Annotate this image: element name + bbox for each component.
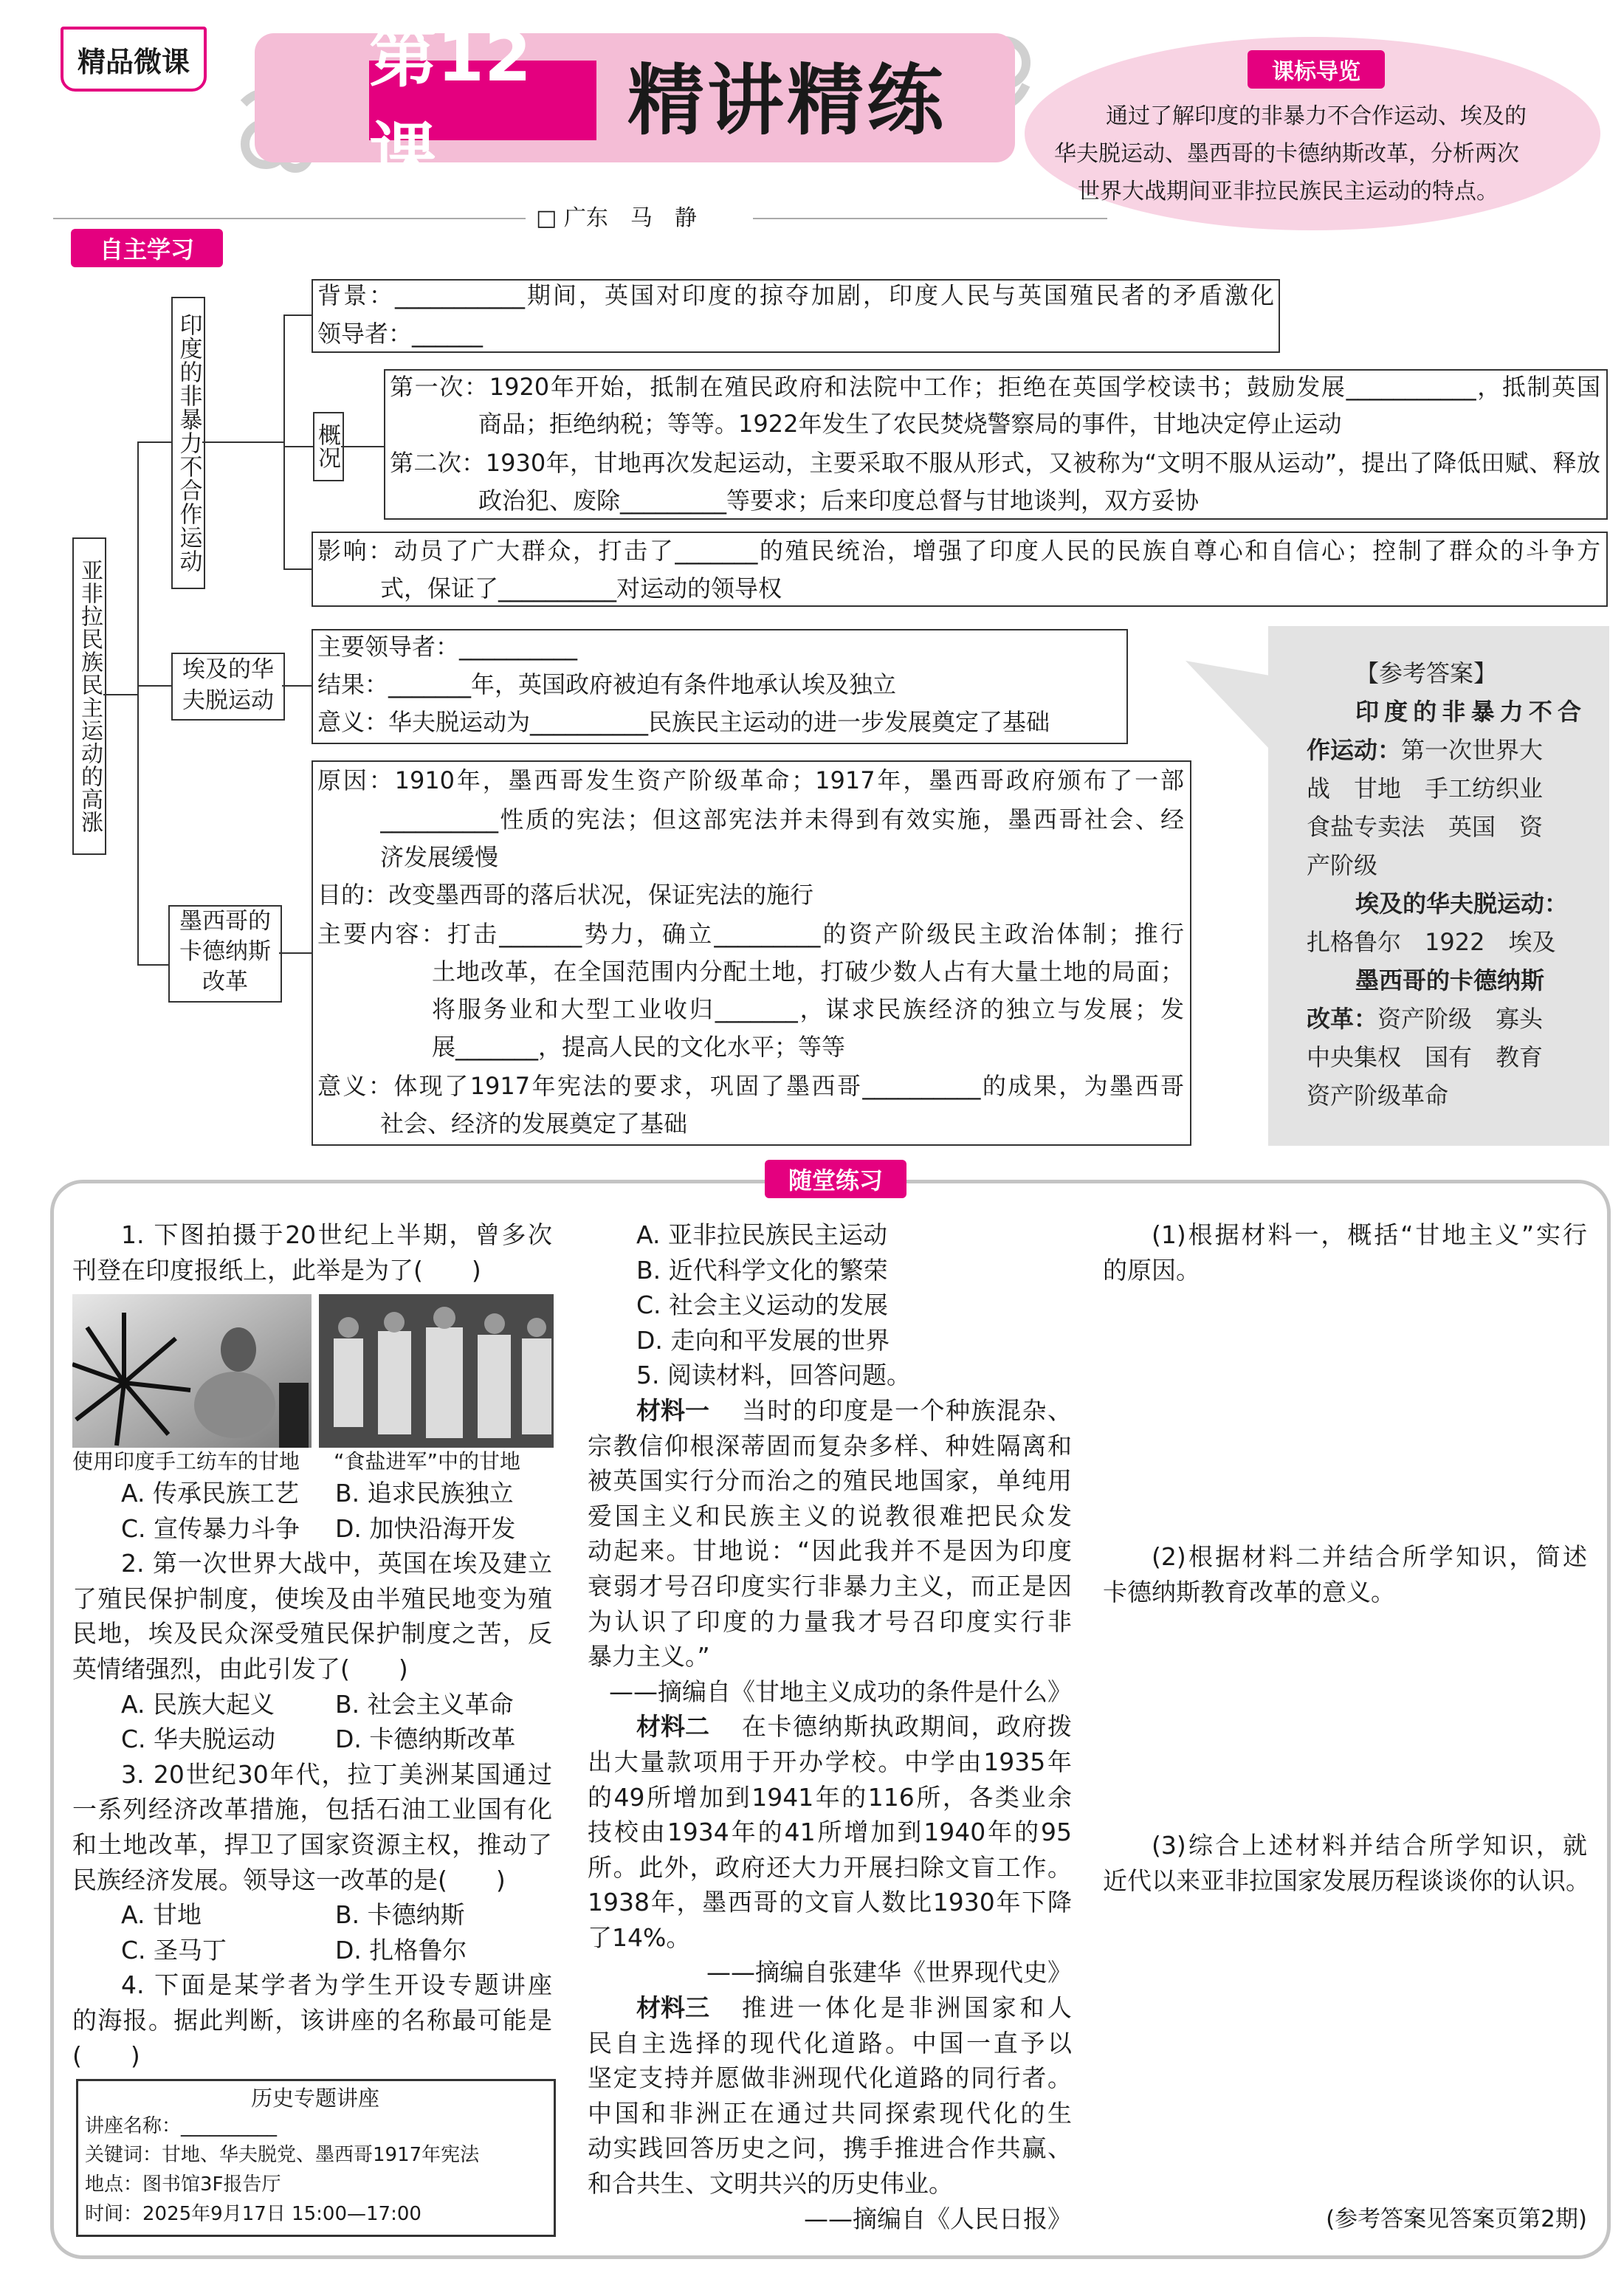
q1-stem: 刊登在印度报纸上，此举是为了( )	[72, 1255, 481, 1285]
sub-question-3	[1103, 1828, 1590, 1898]
q3-stem: 和土地改革，捍卫了国家资源主权，推动了	[72, 1829, 552, 1859]
material-2-line: 了14%。	[588, 1922, 691, 1952]
material-2-line: 所。此外，政府还大力开展扫除文盲工作。	[588, 1852, 1072, 1882]
india-impact-1: 影响：动员了广大群众，打击了_______的殖民统治，增强了印度人民的民族自尊心和自信心；控制了群众的斗争方	[317, 537, 1600, 565]
second-movement-1: 第二次：1930年，甘地再次发起运动，主要采取不服从形式，又被称为“文明不服从运动”，提出了降低田赋、释放	[390, 449, 1600, 477]
poster-time: 时间：2025年9月17日 15:00—17:00	[85, 2203, 422, 2225]
mexico-cause-1: 原因：1910年，墨西哥发生资产阶级革命；1917年，墨西哥政府颁布了一部	[317, 766, 1184, 794]
answer-mexico-head: 墨西哥的卡德纳斯	[1355, 966, 1545, 994]
q1-option-a[interactable]: A. 传承民族工艺	[121, 1479, 299, 1508]
egypt-result: 结果：_______年，英国政府被迫有条件地承认埃及独立	[317, 670, 897, 698]
q3-options	[72, 1933, 552, 1968]
q5-stem: 5. 阅读材料，回答问题。	[636, 1361, 911, 1390]
india-impact-2: 式，保证了__________对运动的领导权	[380, 574, 782, 602]
q3-stem: 民族经济发展。领导这一改革的是( )	[72, 1865, 506, 1894]
answer-text: 产阶级	[1307, 851, 1378, 879]
material-1-line: 为认识了印度的力量我才号召印度实行非	[588, 1606, 1072, 1636]
egypt-meaning: 意义：华夫脱运动为__________民族民主运动的进一步发展奠定了基础	[317, 708, 1050, 736]
material-1-line: 被英国实行分而治之的殖民地国家，单纯用	[588, 1466, 1072, 1496]
answer-egypt-head: 埃及的华夫脱运动：	[1355, 890, 1569, 918]
q1-option-b[interactable]: B. 追求民族独立	[335, 1479, 514, 1508]
mexico-content-1: 主要内容：打击_______势力，确立_________的资产阶级民主政治体制；推行	[317, 920, 1184, 948]
material-2-line: 的49所增加到1941年的116所，各类业余	[588, 1782, 1072, 1812]
sub-question-2	[1103, 1539, 1587, 1609]
india-background: 背景：___________期间，英国对印度的掠夺加剧，印度人民与英国殖民者的矛盾激化	[317, 281, 1274, 309]
q1-options	[72, 1511, 552, 1547]
connector	[137, 441, 139, 966]
first-movement-1: 第一次：1920年开始，抵制在殖民政府和法院中工作；拒绝在英国学校读书；鼓励发展___________，抵制英国	[390, 373, 1600, 401]
poster-place: 地点：图书馆3F报告厅	[85, 2173, 281, 2196]
q2-options	[72, 1722, 552, 1757]
material-2-line: 技校由1934年的41所增加到1940年的95	[588, 1818, 1072, 1847]
column-1	[72, 1217, 552, 1288]
egypt-topic: 埃及的华夫脱运动	[171, 653, 285, 721]
standard-tag: 课标导览	[1248, 50, 1385, 89]
sub-question-text: (3)综合上述材料并结合所学知识，就	[1152, 1831, 1587, 1860]
photo-gandhi-spinning-wheel	[72, 1294, 312, 1448]
q3-option-c[interactable]: C. 圣马丁	[121, 1935, 227, 1965]
answer-content	[1307, 654, 1581, 1115]
author-rule-left	[53, 218, 526, 219]
connector	[283, 568, 312, 570]
mexico-meaning-1: 意义：体现了1917年宪法的要求，巩固了墨西哥__________的成果，为墨西哥	[317, 1072, 1184, 1100]
connector	[137, 685, 171, 687]
egypt-leader: 主要领导者：__________	[317, 633, 578, 661]
mexico-topic: 墨西哥的卡德纳斯改革	[168, 905, 282, 1003]
corner-tag	[61, 27, 207, 92]
practice-tag: 随堂练习	[765, 1160, 906, 1198]
answer-text: 扎格鲁尔 1922 埃及	[1307, 928, 1556, 956]
connector	[283, 446, 313, 447]
q4-option-d[interactable]: D. 走向和平发展的世界	[636, 1325, 890, 1355]
author-rule-right	[753, 218, 1107, 219]
standard-text-1: 通过了解印度的非暴力不合作运动、埃及的	[1106, 103, 1527, 129]
material-1-line: 动起来。甘地说：“因此我并不是因为印度	[588, 1536, 1072, 1566]
material-2-line: 1938年，墨西哥的文盲人数比1930年下降	[588, 1888, 1072, 1917]
q2-stem: 2. 第一次世界大战中，英国在埃及建立	[121, 1549, 552, 1578]
answer-india-head: 印度的非暴力不合	[1355, 698, 1581, 726]
q1-stem: 1. 下图拍摄于20世纪上半期，曾多次	[121, 1220, 552, 1249]
self-study-tag: 自主学习	[71, 229, 223, 267]
q3-option-b[interactable]: B. 卡德纳斯	[335, 1900, 465, 1930]
q2-option-c[interactable]: C. 华夫脱运动	[121, 1725, 276, 1754]
photo-salt-march	[319, 1294, 554, 1448]
answer-mexico-line: 改革：资产阶级 寡头	[1307, 1005, 1544, 1033]
q2-option-b[interactable]: B. 社会主义革命	[335, 1689, 514, 1719]
material-3-line: 中国和非洲正在通过共同探索现代化的生	[588, 2098, 1072, 2128]
photo-caption-1: 使用印度手工纺车的甘地	[72, 1449, 300, 1474]
second-movement-2: 政治犯、废除_________等要求；后来印度总督与甘地谈判，双方妥协	[478, 487, 1200, 515]
answer-reference-note: (参考答案见答案页第2期)	[1326, 2206, 1587, 2232]
photo-caption-2: “食盐进军”中的甘地	[334, 1449, 521, 1474]
answer-india-line: 作运动：第一次世界大	[1307, 736, 1544, 764]
lesson-number: 第12课	[369, 61, 596, 140]
material-1-line: 宗教信仰根深蒂固而复杂多样、种姓隔离和	[588, 1431, 1072, 1460]
sub-question-1	[1103, 1217, 1587, 1288]
connector	[282, 685, 312, 687]
material-3-line: 和合共生、文明共兴的历史伟业。	[588, 2169, 953, 2199]
connector	[103, 694, 137, 695]
material-1-line: 爱国主义和民族主义的说教很难把民众发	[588, 1501, 1072, 1530]
q1-option-d[interactable]: D. 加快沿海开发	[335, 1513, 516, 1543]
q2-stem: 英情绪强烈，由此引发了( )	[72, 1654, 408, 1683]
q3-options	[72, 1897, 552, 1933]
overview-label: 概况	[314, 423, 340, 469]
q4-option-a[interactable]: A. 亚非拉民族民主运动	[636, 1220, 887, 1249]
q2-option-d[interactable]: D. 卡德纳斯改革	[335, 1725, 516, 1754]
q2-stem: 了殖民保护制度，使埃及由半殖民地变为殖	[72, 1584, 552, 1613]
q3-option-d[interactable]: D. 扎格鲁尔	[335, 1935, 467, 1965]
speech-pointer	[1186, 661, 1270, 764]
q3-option-a[interactable]: A. 甘地	[121, 1900, 202, 1930]
material-3-first: 材料三 推进一体化是非洲国家和人	[636, 1993, 1072, 2023]
q3-stem: 3. 20世纪30年代，拉丁美洲某国通过	[121, 1759, 552, 1789]
author: □ 广东 马 静	[536, 205, 697, 231]
mexico-cause-3: 济发展缓慢	[380, 843, 499, 871]
q4-option-b[interactable]: B. 近代科学文化的繁荣	[636, 1255, 888, 1285]
column-1-questions	[72, 1476, 552, 2073]
material-2-line: 出大量款项用于开办学校。中学由1935年	[588, 1747, 1072, 1776]
q2-stem: 民地，埃及民众深受殖民保护制度之苦，反	[72, 1619, 552, 1649]
answer-text: 食盐专卖法 英国 资	[1307, 813, 1544, 841]
column-2	[588, 1217, 1072, 2236]
q1-options	[72, 1476, 552, 1511]
standard-text-2: 华夫脱运动、墨西哥的卡德纳斯改革，分析两次	[1054, 141, 1519, 167]
india-leader: 领导者：______	[317, 320, 484, 348]
material-1-line: 衰弱才号召印度实行非暴力主义，而正是因	[588, 1571, 1072, 1601]
root-topic: 亚非拉民族民主运动的高涨	[72, 537, 106, 855]
sub-question-text: 的原因。	[1103, 1255, 1200, 1285]
q3-stem: 一系列经济改革措施，包括石油工业国有化	[72, 1795, 552, 1824]
q1-option-c[interactable]: C. 宣传暴力斗争	[121, 1513, 300, 1543]
material-1-first: 材料一 当时的印度是一个种族混杂、	[636, 1395, 1072, 1425]
material-3-line: 动实践回答历史之问，携手推进合作共赢、	[588, 2134, 1072, 2163]
q4-stem: 的海报。据此判断，该讲座的名称最可能是	[72, 2005, 552, 2035]
connector	[283, 314, 285, 568]
connector	[279, 952, 312, 954]
first-movement-2: 商品；拒绝纳税；等等。1922年发生了农民焚烧警察局的事件，甘地决定停止运动	[478, 410, 1342, 438]
material-3-line: 坚定支持并愿做非洲现代化道路的同行者。	[588, 2063, 1072, 2093]
mexico-goal: 目的：改变墨西哥的落后状况，保证宪法的施行	[317, 881, 814, 909]
poster-keywords: 关键词：甘地、华夫脱党、墨西哥1917年宪法	[85, 2144, 480, 2166]
q4-option-c[interactable]: C. 社会主义运动的发展	[636, 1290, 889, 1320]
mexico-cause-2: __________性质的宪法；但这部宪法并未得到有效实施，墨西哥社会、经	[380, 805, 1184, 833]
connector	[341, 446, 384, 447]
lesson-title: 精讲精练	[627, 55, 947, 145]
q4-stem: ( )	[72, 2041, 140, 2070]
sub-question-text: 卡德纳斯教育改革的意义。	[1103, 1577, 1395, 1606]
poster-name: 讲座名称：__________	[85, 2115, 278, 2137]
material-1-source: ——摘编自《甘地主义成功的条件是什么》	[609, 1677, 1072, 1706]
connector	[137, 964, 170, 966]
connector	[137, 441, 171, 443]
mexico-meaning-2: 社会、经济的发展奠定了基础	[380, 1110, 688, 1138]
india-topic: 印度的非暴力不合作运动	[171, 297, 205, 589]
sub-question-text: (1)根据材料一，概括“甘地主义”实行	[1152, 1220, 1587, 1249]
material-2-first: 材料二 在卡德纳斯执政期间，政府拨	[636, 1712, 1072, 1742]
material-1-line: 暴力主义。”	[588, 1642, 710, 1671]
mexico-content-2: 土地改革，在全国范围内分配土地，打破少数人占有大量土地的局面；	[432, 958, 1184, 986]
answer-text: 资产阶级革命	[1307, 1082, 1449, 1110]
connector	[202, 441, 283, 443]
sub-question-text: 近代以来亚非拉国家发展历程谈谈你的认识。	[1103, 1866, 1590, 1895]
sub-question-text: (2)根据材料二并结合所学知识，简述	[1152, 1542, 1587, 1571]
q2-option-a[interactable]: A. 民族大起义	[121, 1689, 275, 1719]
material-3-line: 民自主选择的现代化道路。中国一直予以	[588, 2028, 1072, 2058]
answer-text: 战 甘地 手工纺织业	[1307, 774, 1544, 802]
material-3-source: ——摘编自《人民日报》	[804, 2204, 1072, 2233]
connector	[283, 314, 312, 316]
q4-stem: 4. 下面是某学者为学生开设专题讲座	[121, 1970, 552, 2000]
material-2-source: ——摘编自张建华《世界现代史》	[706, 1958, 1072, 1987]
mexico-content-3: 将服务业和大型工业收归_______，谋求民族经济的独立与发展；发	[432, 995, 1184, 1023]
mexico-content-4: 展_______，提高人民的文化水平；等等	[432, 1033, 846, 1061]
standard-text-3: 世界大战期间亚非拉民族民主运动的特点。	[1078, 179, 1499, 204]
answer-title: 【参考答案】	[1355, 659, 1498, 687]
q2-options	[72, 1687, 552, 1722]
poster-title: 历史专题讲座	[250, 2086, 379, 2111]
answer-text: 中央集权 国有 教育	[1307, 1043, 1544, 1071]
corner-tag-label: 精品微课	[77, 45, 190, 78]
